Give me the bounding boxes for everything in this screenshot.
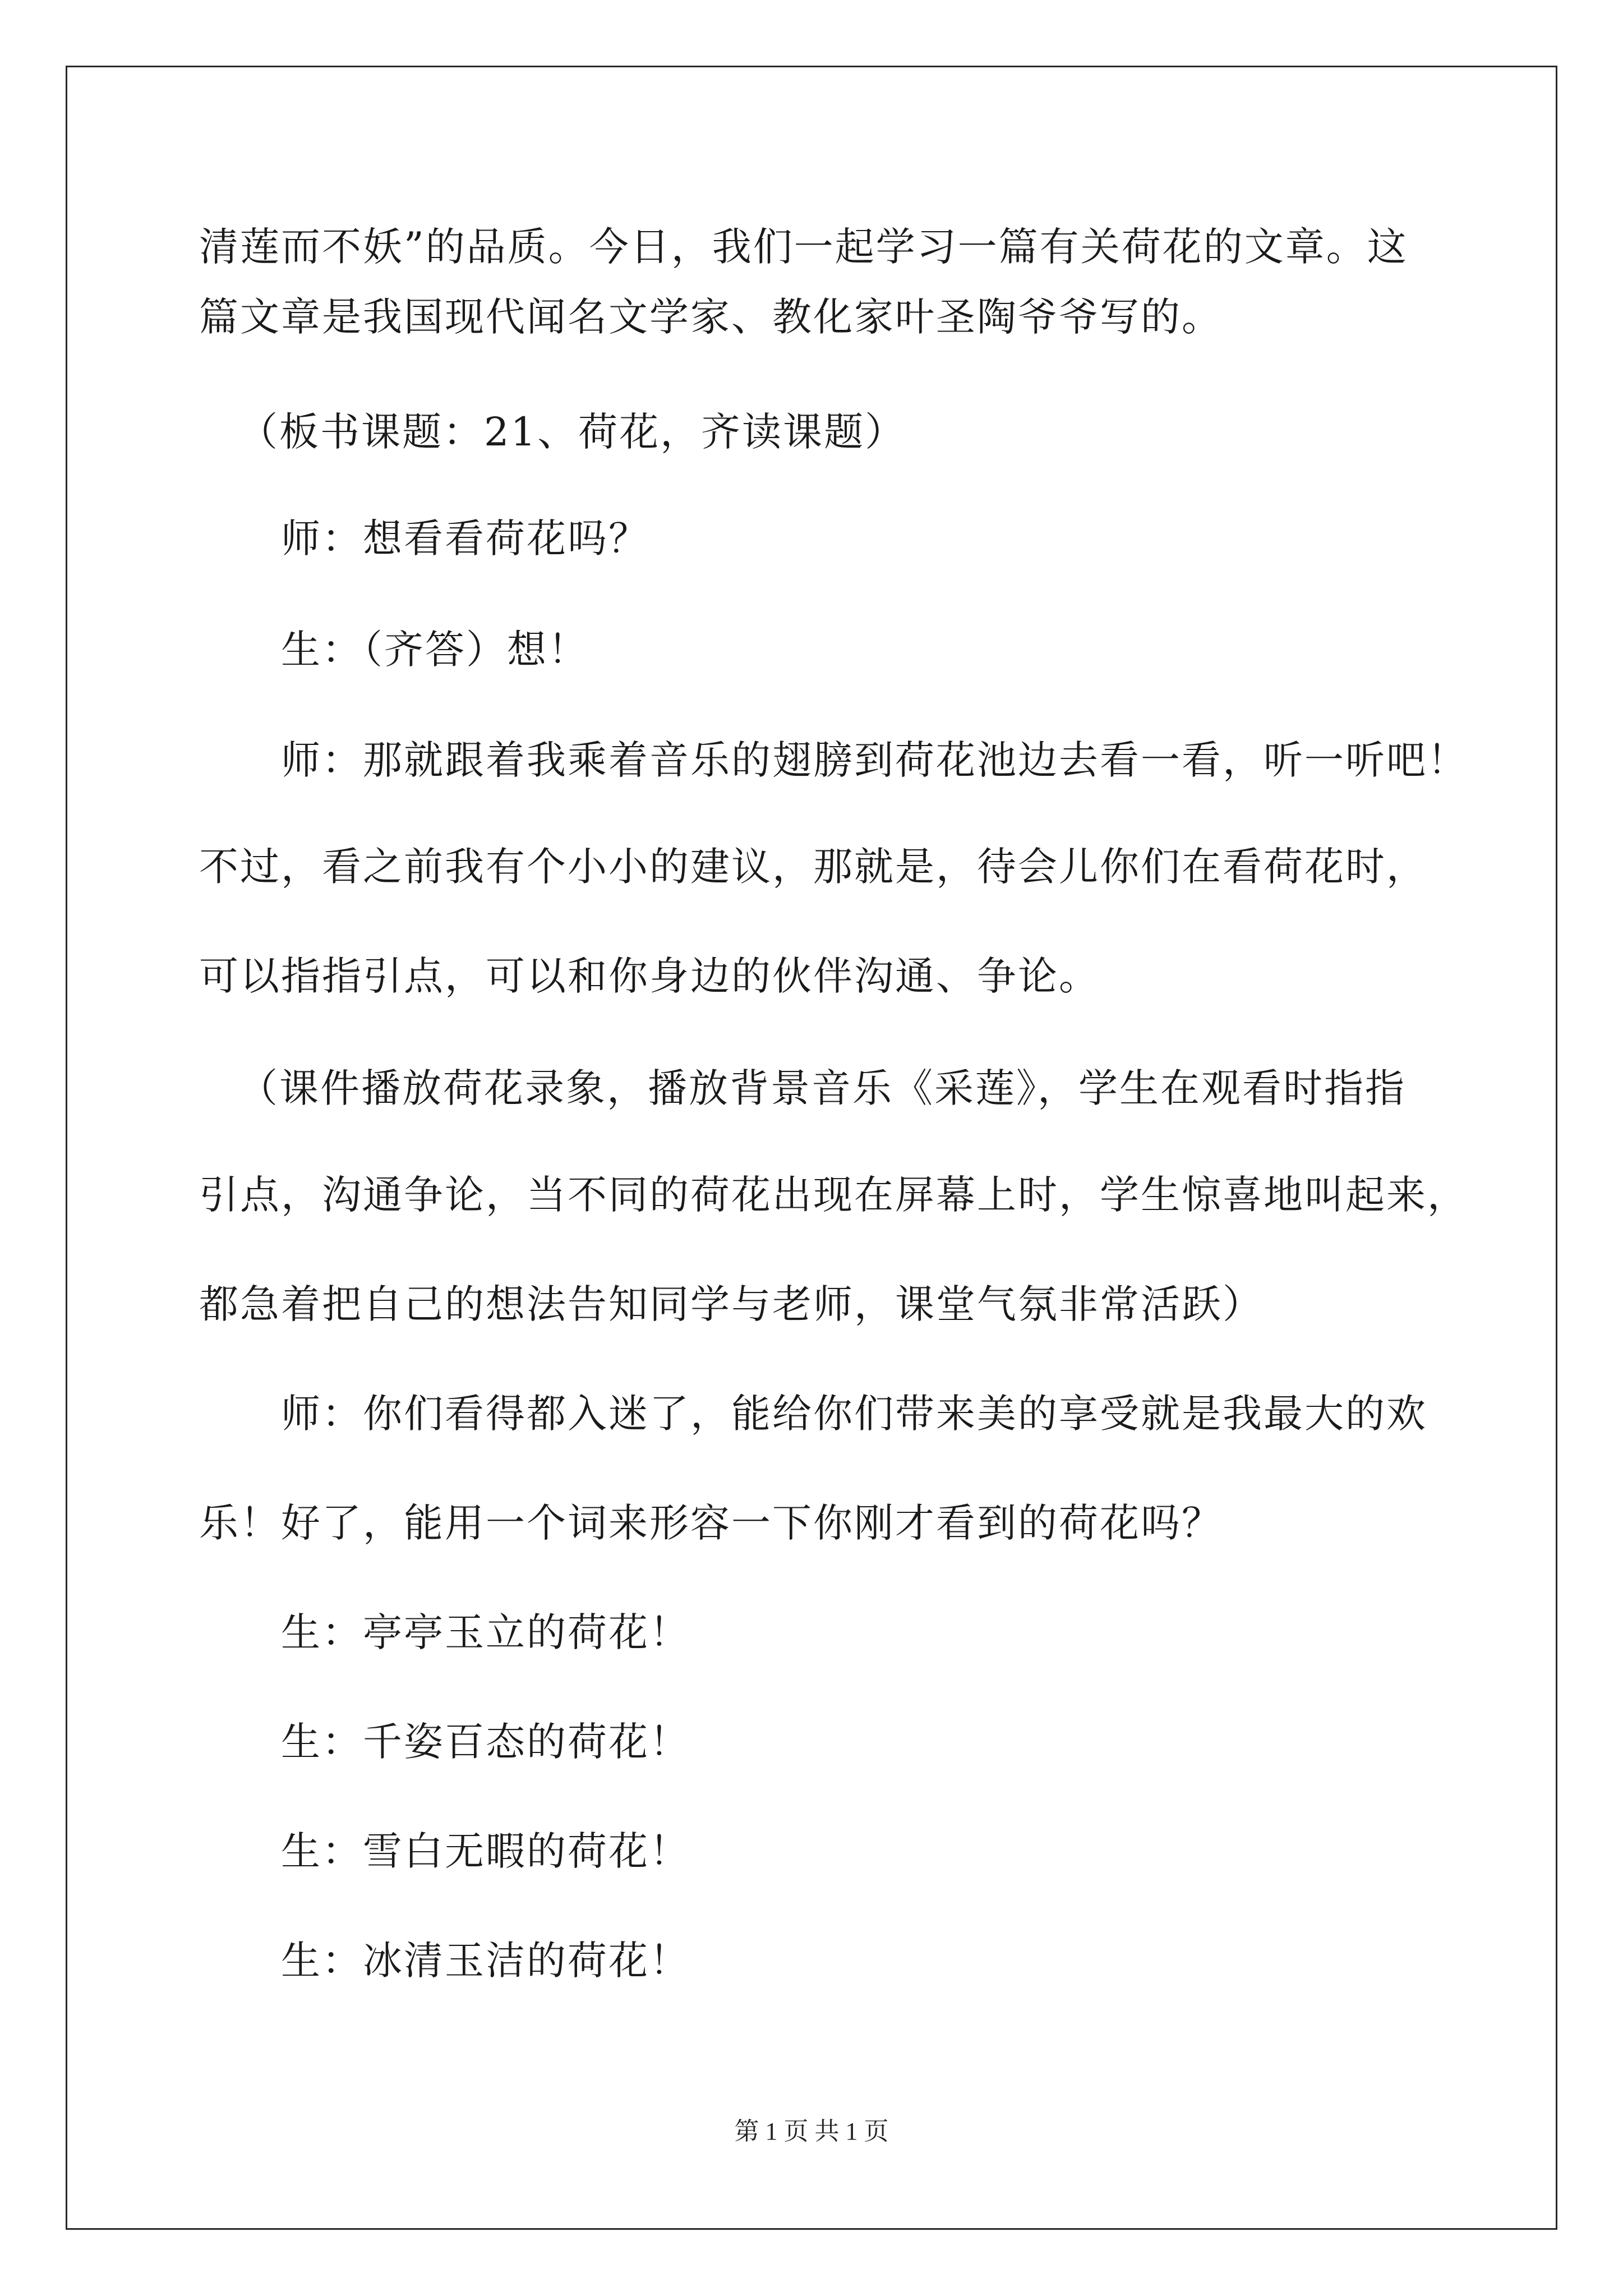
page-border — [66, 66, 1557, 2230]
text-line: 可以指指引点，可以和你身边的伙伴沟通、争论。 — [199, 953, 1100, 999]
text-line: 生：冰清玉洁的荷花！ — [281, 1938, 690, 1984]
text-line: 清莲而不妖”的品质。今日，我们一起学习一篇有关荷花的文章。这 — [199, 224, 1408, 270]
text-line: 引点，沟通争论，当不同的荷花出现在屏幕上时，学生惊喜地叫起来， — [199, 1172, 1468, 1218]
text-line: 生：（齐答）想！ — [281, 627, 589, 673]
text-line: 师：你们看得都入迷了，能给你们带来美的享受就是我最大的欢 — [281, 1391, 1427, 1437]
text-line: 生：雪白无暇的荷花！ — [281, 1828, 690, 1874]
text-line: 不过，看之前我有个小小的建议，那就是，待会儿你们在看荷花时， — [199, 844, 1427, 890]
text-line: 生：千姿百态的荷花！ — [281, 1719, 690, 1765]
text-line: 篇文章是我国现代闻名文学家、教化家叶圣陶爷爷写的。 — [199, 294, 1223, 340]
page-number: 第 1 页 共 1 页 — [734, 2118, 889, 2145]
text-line: 师：那就跟着我乘着音乐的翅膀到荷花池边去看一看，听一听吧！ — [281, 737, 1468, 783]
text-line: 都急着把自己的想法告知同学与老师，课堂气氛非常活跃） — [199, 1281, 1264, 1327]
text-line: （课件播放荷花录象，播放背景音乐《采莲》，学生在观看时指指 — [238, 1065, 1406, 1111]
text-line: 生：亭亭玉立的荷花！ — [281, 1609, 690, 1655]
text-line: 乐！好了，能用一个词来形容一下你刚才看到的荷花吗？ — [199, 1500, 1223, 1546]
text-line: 师：想看看荷花吗？ — [281, 516, 649, 562]
text-line: （板书课题：21、荷花，齐读课题） — [238, 409, 906, 455]
